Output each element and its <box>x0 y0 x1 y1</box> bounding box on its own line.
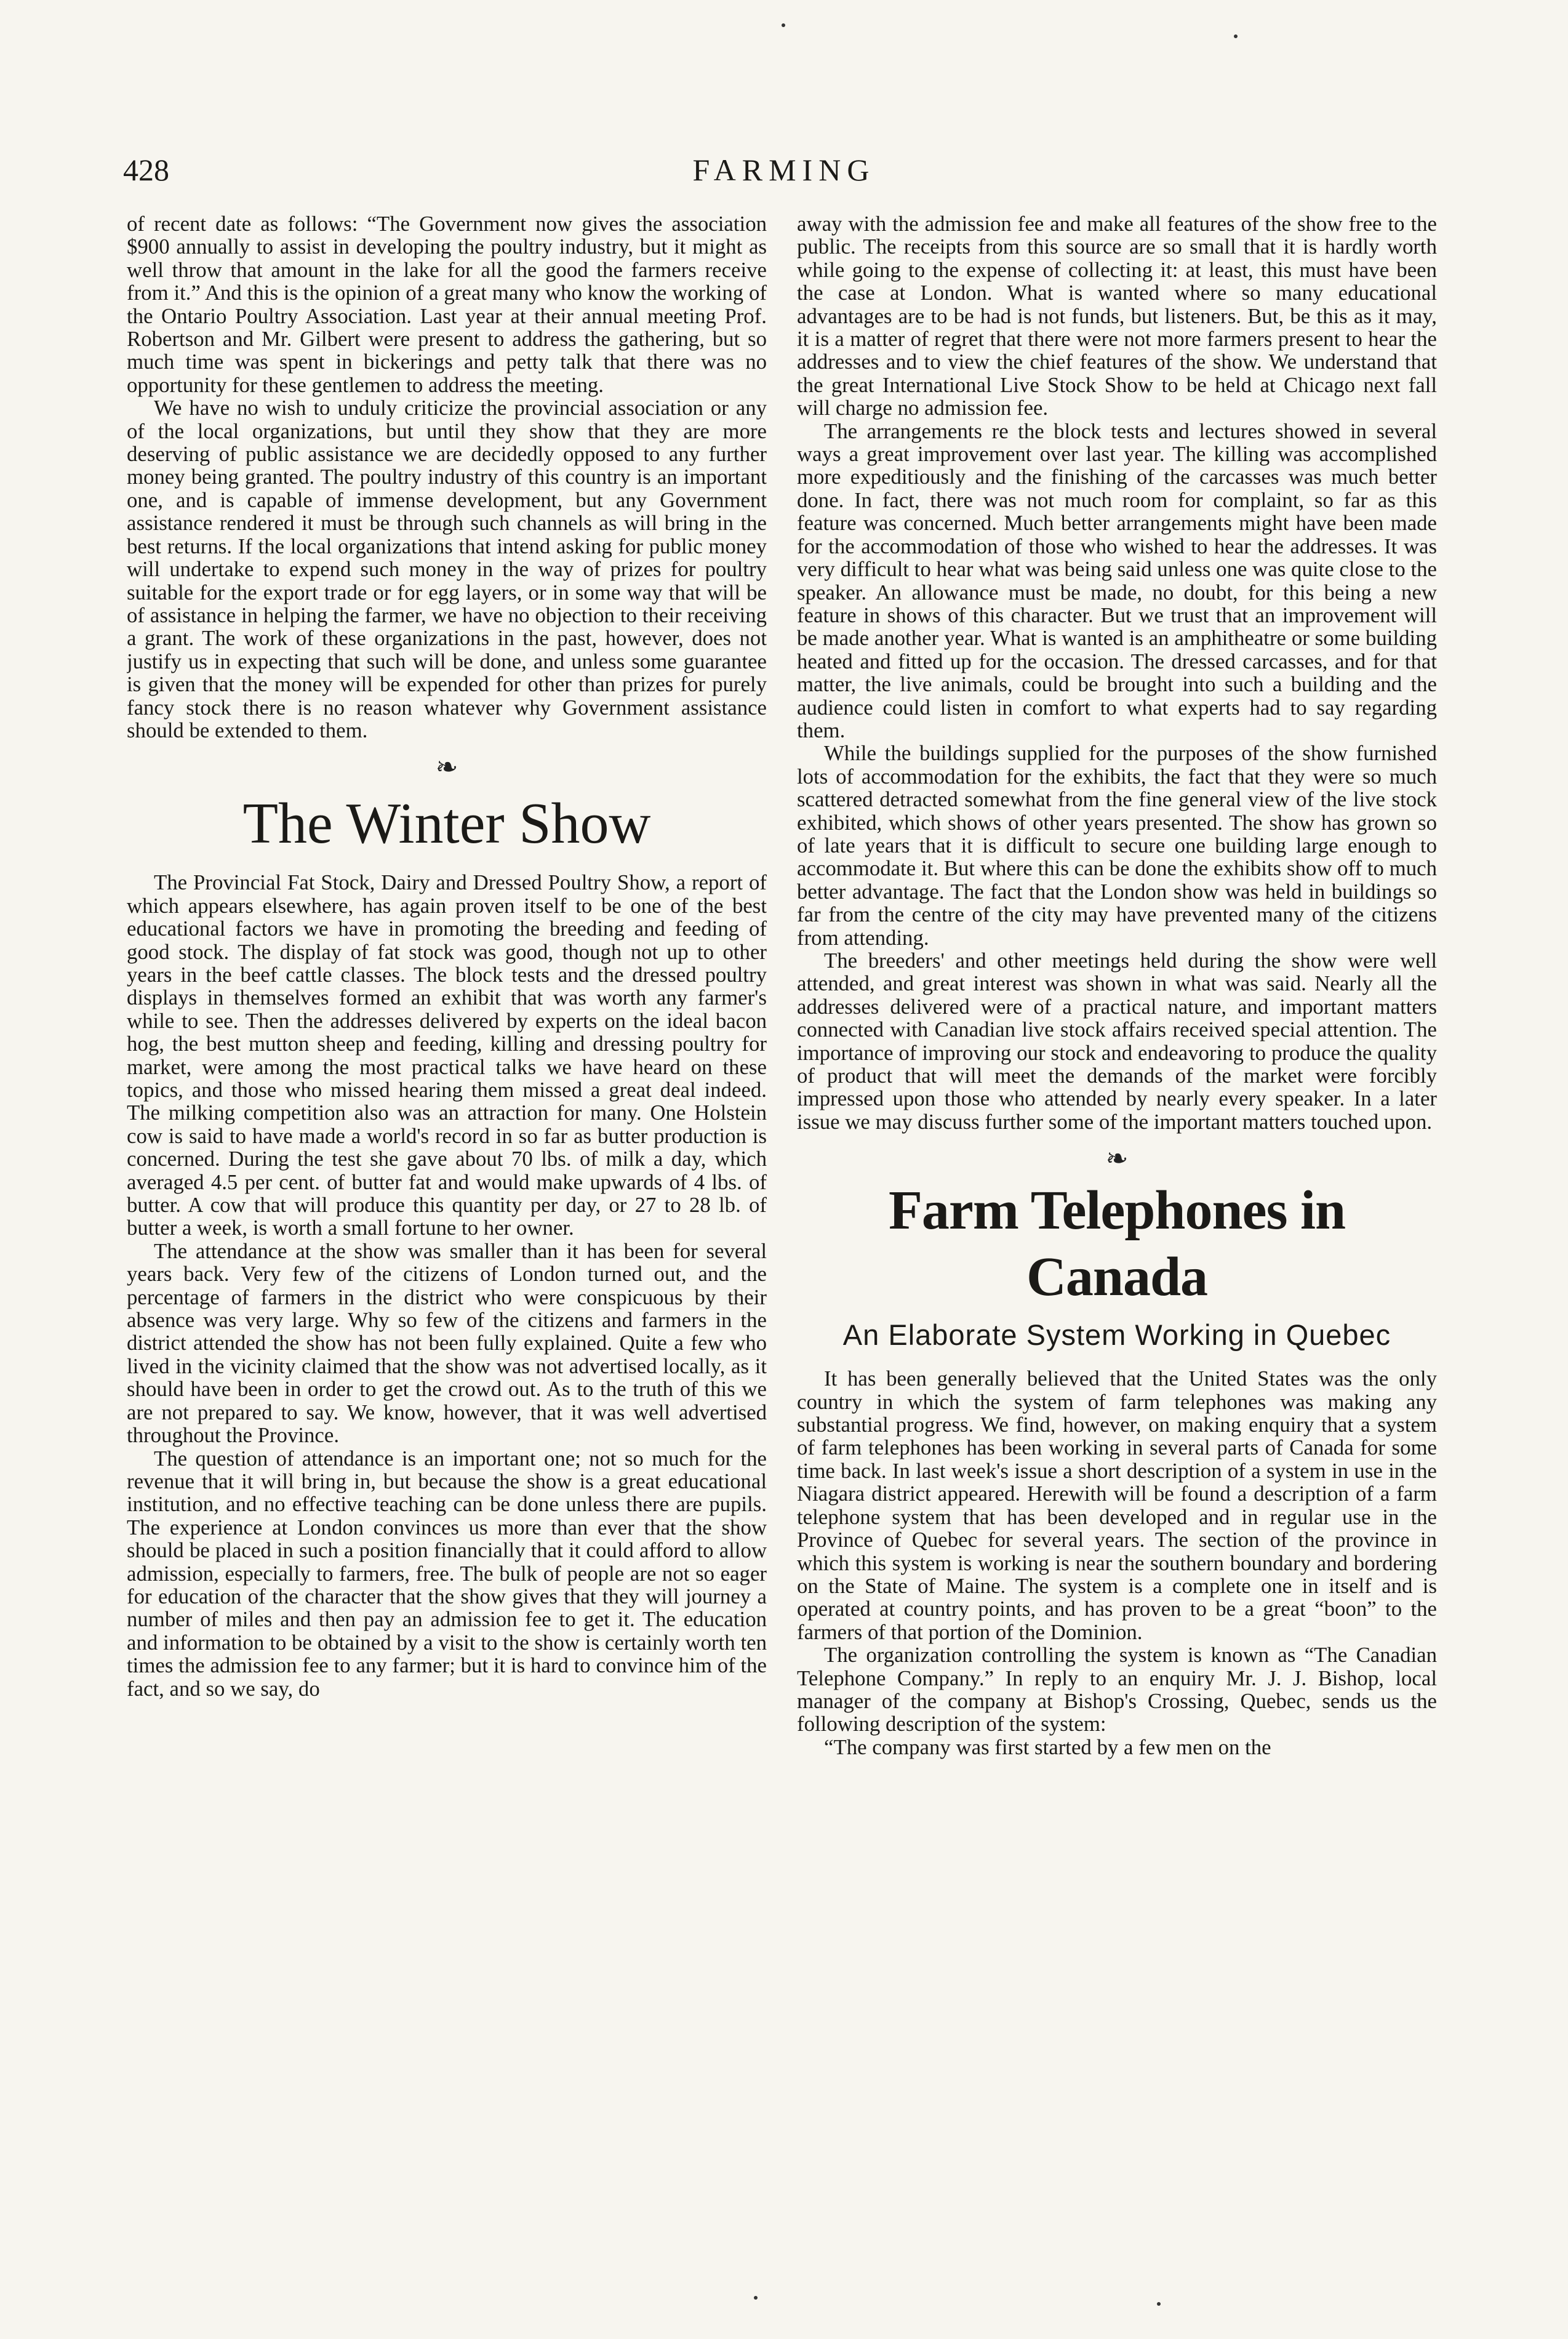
page-number: 428 <box>123 153 169 187</box>
paragraph: The breeders' and other meetings held during the show were well attended, and great interest was shown in what was said. Nearly all the addresses delivered were of a practical nature, and important matters connected with Canadian live stock affairs received special attention. The importance of improving our stock and endeavoring to produce the quality of product that will meet the demands of the market were forcibly impressed upon those who attended by nearly every speaker. In a later issue we may discuss further some of the important matters touched upon. <box>797 949 1437 1134</box>
right-column <box>797 212 1437 2225</box>
farm-telephones-headline: Farm Telephones in Canada <box>888 1180 1346 1308</box>
paragraph: The attendance at the show was smaller than it has been for several years back. Very few of the citizens of London turned out, and the percentage of farmers in the district who were conspicuous by their absence was very large. Why so few of the citizens and farmers in the district attended the show has not been fully explained. Quite a few who lived in the vicinity claimed that the show was not advertised locally, as it should have been in order to get the crowd out. As to the truth of this we are not prepared to say. We know, however, that it was well advertised throughout the Province. <box>127 1238 767 1448</box>
paragraph: away with the admission fee and make all features of the show free to the public. The receipts from this source are so small that it is hardly worth while going to the expense of collecting it: at least, this must have been the case at London. What is wanted where so many educational advantages are to be had is not funds, but listeners. But, be this as it may, it is a matter of regret that there were not more farmers present to hear the addresses and to view the chief features of the show. We understand that the great International Live Stock Show to be held at Chicago next fall will charge no admission fee. <box>797 212 1437 420</box>
section-ornament-icon: ❧ <box>435 752 458 783</box>
print-speck <box>754 2296 758 2300</box>
page-header <box>0 145 1568 195</box>
farm-telephones-subheadline: An Elaborate System Working in Quebec <box>842 1318 1391 1352</box>
paragraph: The organization controlling the system is known as “The Canadian Telephone Company.” In reply to an enquiry Mr. J. J. Bishop, local manager of the company at Bishop's Crossing, Quebec, sends us the following description of the system: <box>797 1643 1437 1736</box>
paragraph: We have no wish to unduly criticize the provincial association or any of the local organizations, but until they show that they are more deserving of public assistance we are decidedly opposed to any further money being granted. The poultry industry of this country is an important one, and is capable of immense development, but any Government assistance rendered it must be through such channels as will bring in the best returns. If the local organizations that intend asking for public money will undertake to expend such money in the way of prizes for poultry suitable for the export trade or for egg layers, or in some way that will be of assistance in helping the farmer, we have no objection to their receiving a grant. The work of these organizations in the past, however, does not justify us in expecting that such will be done, and unless some guarantee is given that the money will be expended for other than prizes for purely fancy stock there is no reason whatever why Government assistance should be extended to them. <box>127 396 767 742</box>
paragraph: The Provincial Fat Stock, Dairy and Dressed Poultry Show, a report of which appears elsewhere, has again proven itself to be one of the best educational factors we have in promoting the breeding and feeding of good stock. The display of fat stock was good, though not up to other years in the beef cattle classes. The block tests and the dressed poultry displays in themselves formed an exhibit that was worth any farmer's while to see. Then the addresses delivered by experts on the ideal bacon hog, the best mutton sheep and feeding, killing and dressing poultry for market, were among the most practical talks we have heard on these topics, and those who missed hearing them missed a great deal indeed. The milking competition also was an attraction for many. One Holstein cow is said to have made a world's record in so far as butter production is concerned. During the test she gave about 70 lbs. of milk a day, which averaged 4.5 per cent. of butter fat and would make upwards of 4 lbs. of butter. A cow that will produce this quantity per day, or 27 to 28 lb. of butter a week, is worth a small fortune to her owner. <box>127 870 767 1240</box>
paragraph: It has been generally believed that the United States was the only country in which the system of farm telephones was making any substantial progress. We find, however, on making enquiry that a system of farm telephones has been working in several parts of Canada for some time back. In last week's issue a short description of a system in use in the Niagara district appeared. Herewith will be found a description of a farm telephone system that has been developed and in regular use in the Province of Quebec for several years. The section of the province in which this system is working is near the southern boundary and bordering on the State of Maine. The system is a complete one in itself and is operated at country points, and has proven to be a great “boon” to the farmers of that portion of the Dominion. <box>797 1366 1437 1644</box>
section-ornament-icon: ❧ <box>1105 1144 1129 1174</box>
paragraph: The arrangements re the block tests and lectures showed in several ways a great improvement over last year. The killing was accomplished more expeditiously and the finishing of the carcasses was much better done. In fact, there was not much room for complaint, so far as this feature was concerned. Much better arrangements might have been made for the accommodation of those who wished to hear the addresses. It was very difficult to hear what was being said unless one was quite close to the speaker. An allowance must be made, no doubt, for this being a new feature in shows of this character. But we trust that an improvement will be made another year. What is wanted is an amphitheatre or some building heated and fitted up for the occasion. The dressed carcasses, and for that matter, the live animals, could be brought into such a building and the audience could listen in comfort to what experts had to say regarding them. <box>797 419 1437 742</box>
paragraph: While the buildings supplied for the purposes of the show furnished lots of accommodation for the exhibits, the fact that they were so much scattered detracted somewhat from the fine general view of the live stock exhibited, which shows of other years presented. The show has grown so of late years that it is difficult to secure one building large enough to accommodate it. But where this can be done the exhibits show off to much better advantage. The fact that the London show was held in buildings so far from the centre of the city may have prevented many of the citizens from attending. <box>797 741 1437 950</box>
print-speck <box>1234 34 1238 38</box>
winter-show-headline: The Winter Show <box>242 792 651 856</box>
paragraph: of recent date as follows: “The Government now gives the association $900 annually to assist in developing the poultry industry, but it might as well throw that amount in the lake for all the good the farmers receive from it.” And this is the opinion of a great many who know the working of the Ontario Poultry Association. Last year at their annual meeting Prof. Robertson and Mr. Gilbert were present to address the gathering, but so much time was spent in bickerings and petty talk that there was no opportunity for these gentlemen to address the meeting. <box>127 212 767 397</box>
running-title: FARMING <box>692 153 876 187</box>
left-column <box>127 212 767 2225</box>
print-speck <box>1157 2302 1161 2306</box>
print-speck <box>782 23 785 27</box>
paragraph: The question of attendance is an important one; not so much for the revenue that it will bring in, but because the show is a great educational institution, and no effective teaching can be done unless there are pupils. The experience at London convinces us more than ever that the show should be placed in such a position financially that it could afford to allow admission, especially to farmers, free. The bulk of people are not so eager for education of the character that the show gives that they will journey a number of miles and then pay an admission fee to get it. The education and information to be obtained by a visit to the show is certainly worth ten times the admission fee to any farmer; but it is hard to convince him of the fact, and so we say, do <box>127 1446 767 1701</box>
paragraph: “The company was first started by a few men on the <box>824 1735 1271 1759</box>
